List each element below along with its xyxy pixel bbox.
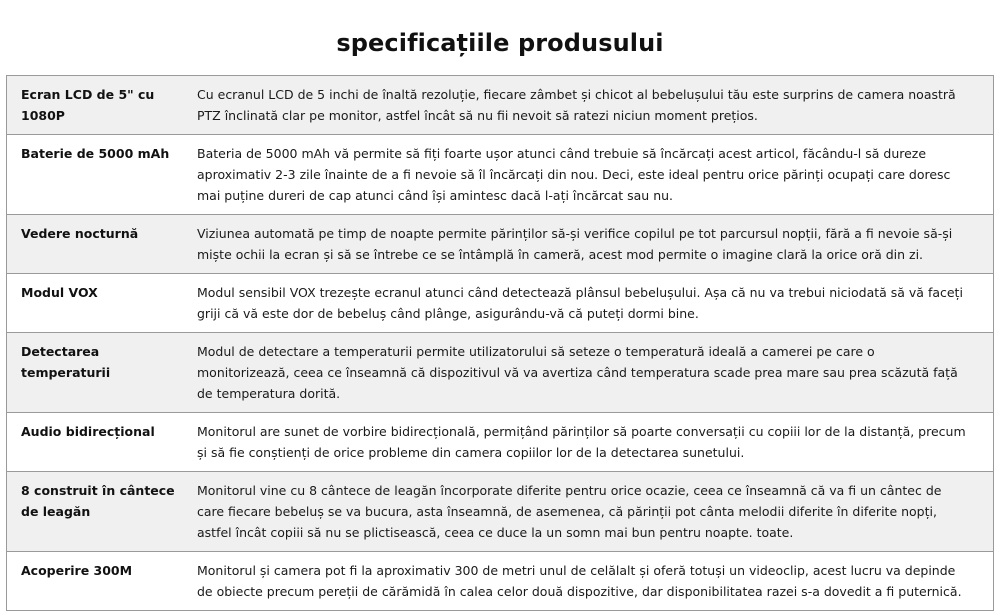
spec-key: Vedere nocturnă [7,215,188,274]
spec-row-range [7,552,994,611]
spec-value: Bateria de 5000 mAh vă permite să fiți foarte ușor atunci când trebuie să încărcați acest articol, făcându-l să dureze aproximativ 2-3 zile înainte de a fi nevoie să îl încărcați din nou. Deci, este ideal pentru orice părinți ocupați care doresc mai puține dureri de cap atunci când își amintesc dacă l-ați încărcat sau nu. [187,135,994,215]
spec-key: 8 construit în cântece de leagăn [7,472,188,552]
spec-key: Audio bidirecțional [7,413,188,472]
spec-value: Cu ecranul LCD de 5 inchi de înaltă rezoluție, fiecare zâmbet și chicot al bebelușului tău este surprins de camera noastră PTZ înclinată clar pe monitor, astfel încât să nu fii nevoit să ratezi niciun moment prețios. [187,76,994,135]
spec-key: Acoperire 300M [7,552,188,611]
spec-key: Detectarea temperaturii [7,333,188,413]
spec-row-temperature [7,333,994,413]
spec-value: Monitorul și camera pot fi la aproximativ 300 de metri unul de celălalt și oferă totuși un videoclip, acest lucru va depinde de obiecte precum pereții de cărămidă în calea celor două dispozitive, dar disponibilitatea razei s-a dovedit a fi puternică. [187,552,994,611]
spec-key: Ecran LCD de 5" cu 1080P [7,76,188,135]
specifications-table [6,75,994,611]
spec-row-vox-mode [7,274,994,333]
spec-value: Modul sensibil VOX trezește ecranul atunci când detectează plânsul bebelușului. Așa că nu va trebui niciodată să vă faceți griji că vă este dor de bebeluș când plânge, asigurându-vă că puteți dormi bine. [187,274,994,333]
spec-value: Monitorul are sunet de vorbire bidirecțională, permițând părinților să poarte conversații cu copiii lor de la distanță, precum și să fie conștienți de orice probleme din camera copiilor lor de la detectarea sunetului. [187,413,994,472]
spec-value: Modul de detectare a temperaturii permite utilizatorului să seteze o temperatură ideală a camerei pe care o monitorizează, ceea ce înseamnă că dispozitivul vă va avertiza când temperatura scade prea mare sau prea scăzută față de temperatura dorită. [187,333,994,413]
spec-value: Viziunea automată pe timp de noapte permite părinților să-și verifice copilul pe tot parcursul nopții, fără a fi nevoie să-și miște ochii la ecran și să se întrebe ce se întâmplă în cameră, acest mod permite o imagine clară la orice oră din zi. [187,215,994,274]
spec-row-battery [7,135,994,215]
spec-row-two-way-audio [7,413,994,472]
spec-key: Modul VOX [7,274,188,333]
spec-value: Monitorul vine cu 8 cântece de leagăn încorporate diferite pentru orice ocazie, ceea ce înseamnă că va fi un cântec de care fiecare bebeluș se va bucura, asta înseamnă, de asemenea, că părinții pot cânta melodii diferite în diferite nopți, astfel încât copiii să nu se plictisească, ceea ce duce la un somn mai bun pentru noapte. toate. [187,472,994,552]
spec-row-lcd-screen [7,76,994,135]
spec-row-night-vision [7,215,994,274]
spec-key: Baterie de 5000 mAh [7,135,188,215]
spec-row-lullabies [7,472,994,552]
page-title: specificațiile produsului [336,29,664,57]
